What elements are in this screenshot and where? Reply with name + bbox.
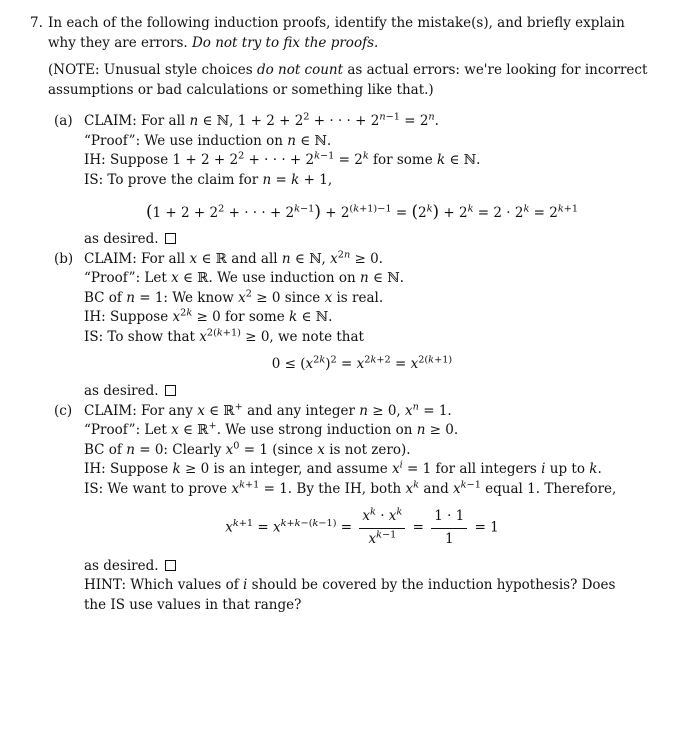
part-c-claim: CLAIM: For any x ∈ ℝ+ and any integer n ≥ 0, $x^n = 1$.	[84, 401, 452, 419]
part-a-equation: ($1 + 2 + 2^2$ + · · · + $2^{k-1}) + 2^{(k+1)-1} = (2^k) + 2^k = 2 \cdot 2^k = 2^{k+1}$	[145, 200, 579, 221]
part-b-is: IS: To show that $x^{2(k+1)} \ge 0$, we note that	[84, 327, 364, 345]
part-c-hint: HINT: Which values of i should be covered by the induction hypothesis? Does the IS use values in that range?	[84, 577, 616, 613]
part-b-proof: “Proof”: Let x ∈ ℝ. We use induction on n ∈ ℕ.	[84, 270, 404, 287]
qed-box-icon	[165, 385, 176, 396]
part-c-conclusion: as desired.	[84, 557, 640, 577]
part-c-ih: IH: Suppose k ≥ 0 is an integer, and assume $x^i = 1$ for all integers i up to k.	[84, 459, 602, 478]
part-a	[54, 112, 640, 249]
note-emphasis: do not count	[256, 62, 344, 79]
part-c-label: (c)	[54, 402, 73, 419]
part-c-equation: $x^{k+1} = x^{k+k-(k-1)}$ = $\frac{x^k \cdot x^k}{x^{k-1}}$ = $\frac{1 \cdot 1}{1}$ = 1	[225, 507, 499, 547]
part-a-conclusion: as desired.	[84, 230, 640, 250]
intro-line-2: why they are errors.	[48, 34, 188, 51]
problem-parts	[30, 112, 640, 615]
part-b-ih: IH: Suppose $x^{2k} \ge 0$ for some k ∈ ℕ.	[84, 307, 333, 326]
part-b-conclusion: as desired.	[84, 382, 640, 402]
note-line-1b: as actual errors: we're looking for incorrect	[347, 62, 648, 79]
part-b-equation: $0 \le (x^{2k})^2 = x^{2k+2} = x^{2(k+1)}$	[271, 355, 453, 373]
qed-box-icon	[165, 233, 176, 244]
intro-emphasis: Do not try to fix the proofs.	[191, 34, 379, 51]
qed-box-icon	[165, 560, 176, 571]
part-b-label: (b)	[54, 250, 74, 267]
part-b	[54, 250, 640, 402]
problem-number: 7.	[30, 15, 43, 31]
part-c-is: IS: We want to prove $x^{k+1} = 1$. By the IH, both $x^k$ and $x^{k-1}$ equal 1. Therefore,	[84, 479, 617, 497]
part-a-label: (a)	[54, 113, 73, 130]
part-c-bc: BC of n = 0: Clearly $x^0 = 1$ (since x is not zero).	[84, 440, 411, 458]
part-c-proof: “Proof”: Let x ∈ ℝ+. We use strong induction on n ≥ 0.	[84, 420, 459, 439]
note-line-1: (NOTE: Unusual style choices	[48, 62, 253, 79]
problem-note	[48, 61, 648, 100]
note-line-2: assumptions or bad calculations or something like that.)	[48, 81, 434, 98]
part-a-claim: CLAIM: For all n ∈ ℕ, $1 + 2 + 2^2$ + · · · + $2^{n-1} = 2^n$.	[84, 111, 439, 130]
intro-line-1: In each of the following induction proofs, identify the mistake(s), and briefly explain	[48, 15, 625, 31]
part-a-is: IS: To prove the claim for n = k + 1,	[84, 171, 333, 188]
problem-7	[30, 14, 648, 615]
part-b-bc: BC of n = 1: We know $x^2 \ge 0$ since x is real.	[84, 288, 384, 306]
part-c	[54, 402, 640, 616]
part-a-ih: IH: Suppose $1 + 2 + 2^2$ + · · · + $2^{k-1} = 2^k$ for some k ∈ ℕ.	[84, 151, 481, 169]
part-b-claim: CLAIM: For all x ∈ ℝ and all n ∈ ℕ, $x^{2n} \ge 0$.	[84, 249, 383, 267]
part-a-proof: “Proof”: We use induction on n ∈ ℕ.	[84, 132, 332, 149]
problem-intro	[48, 14, 640, 53]
